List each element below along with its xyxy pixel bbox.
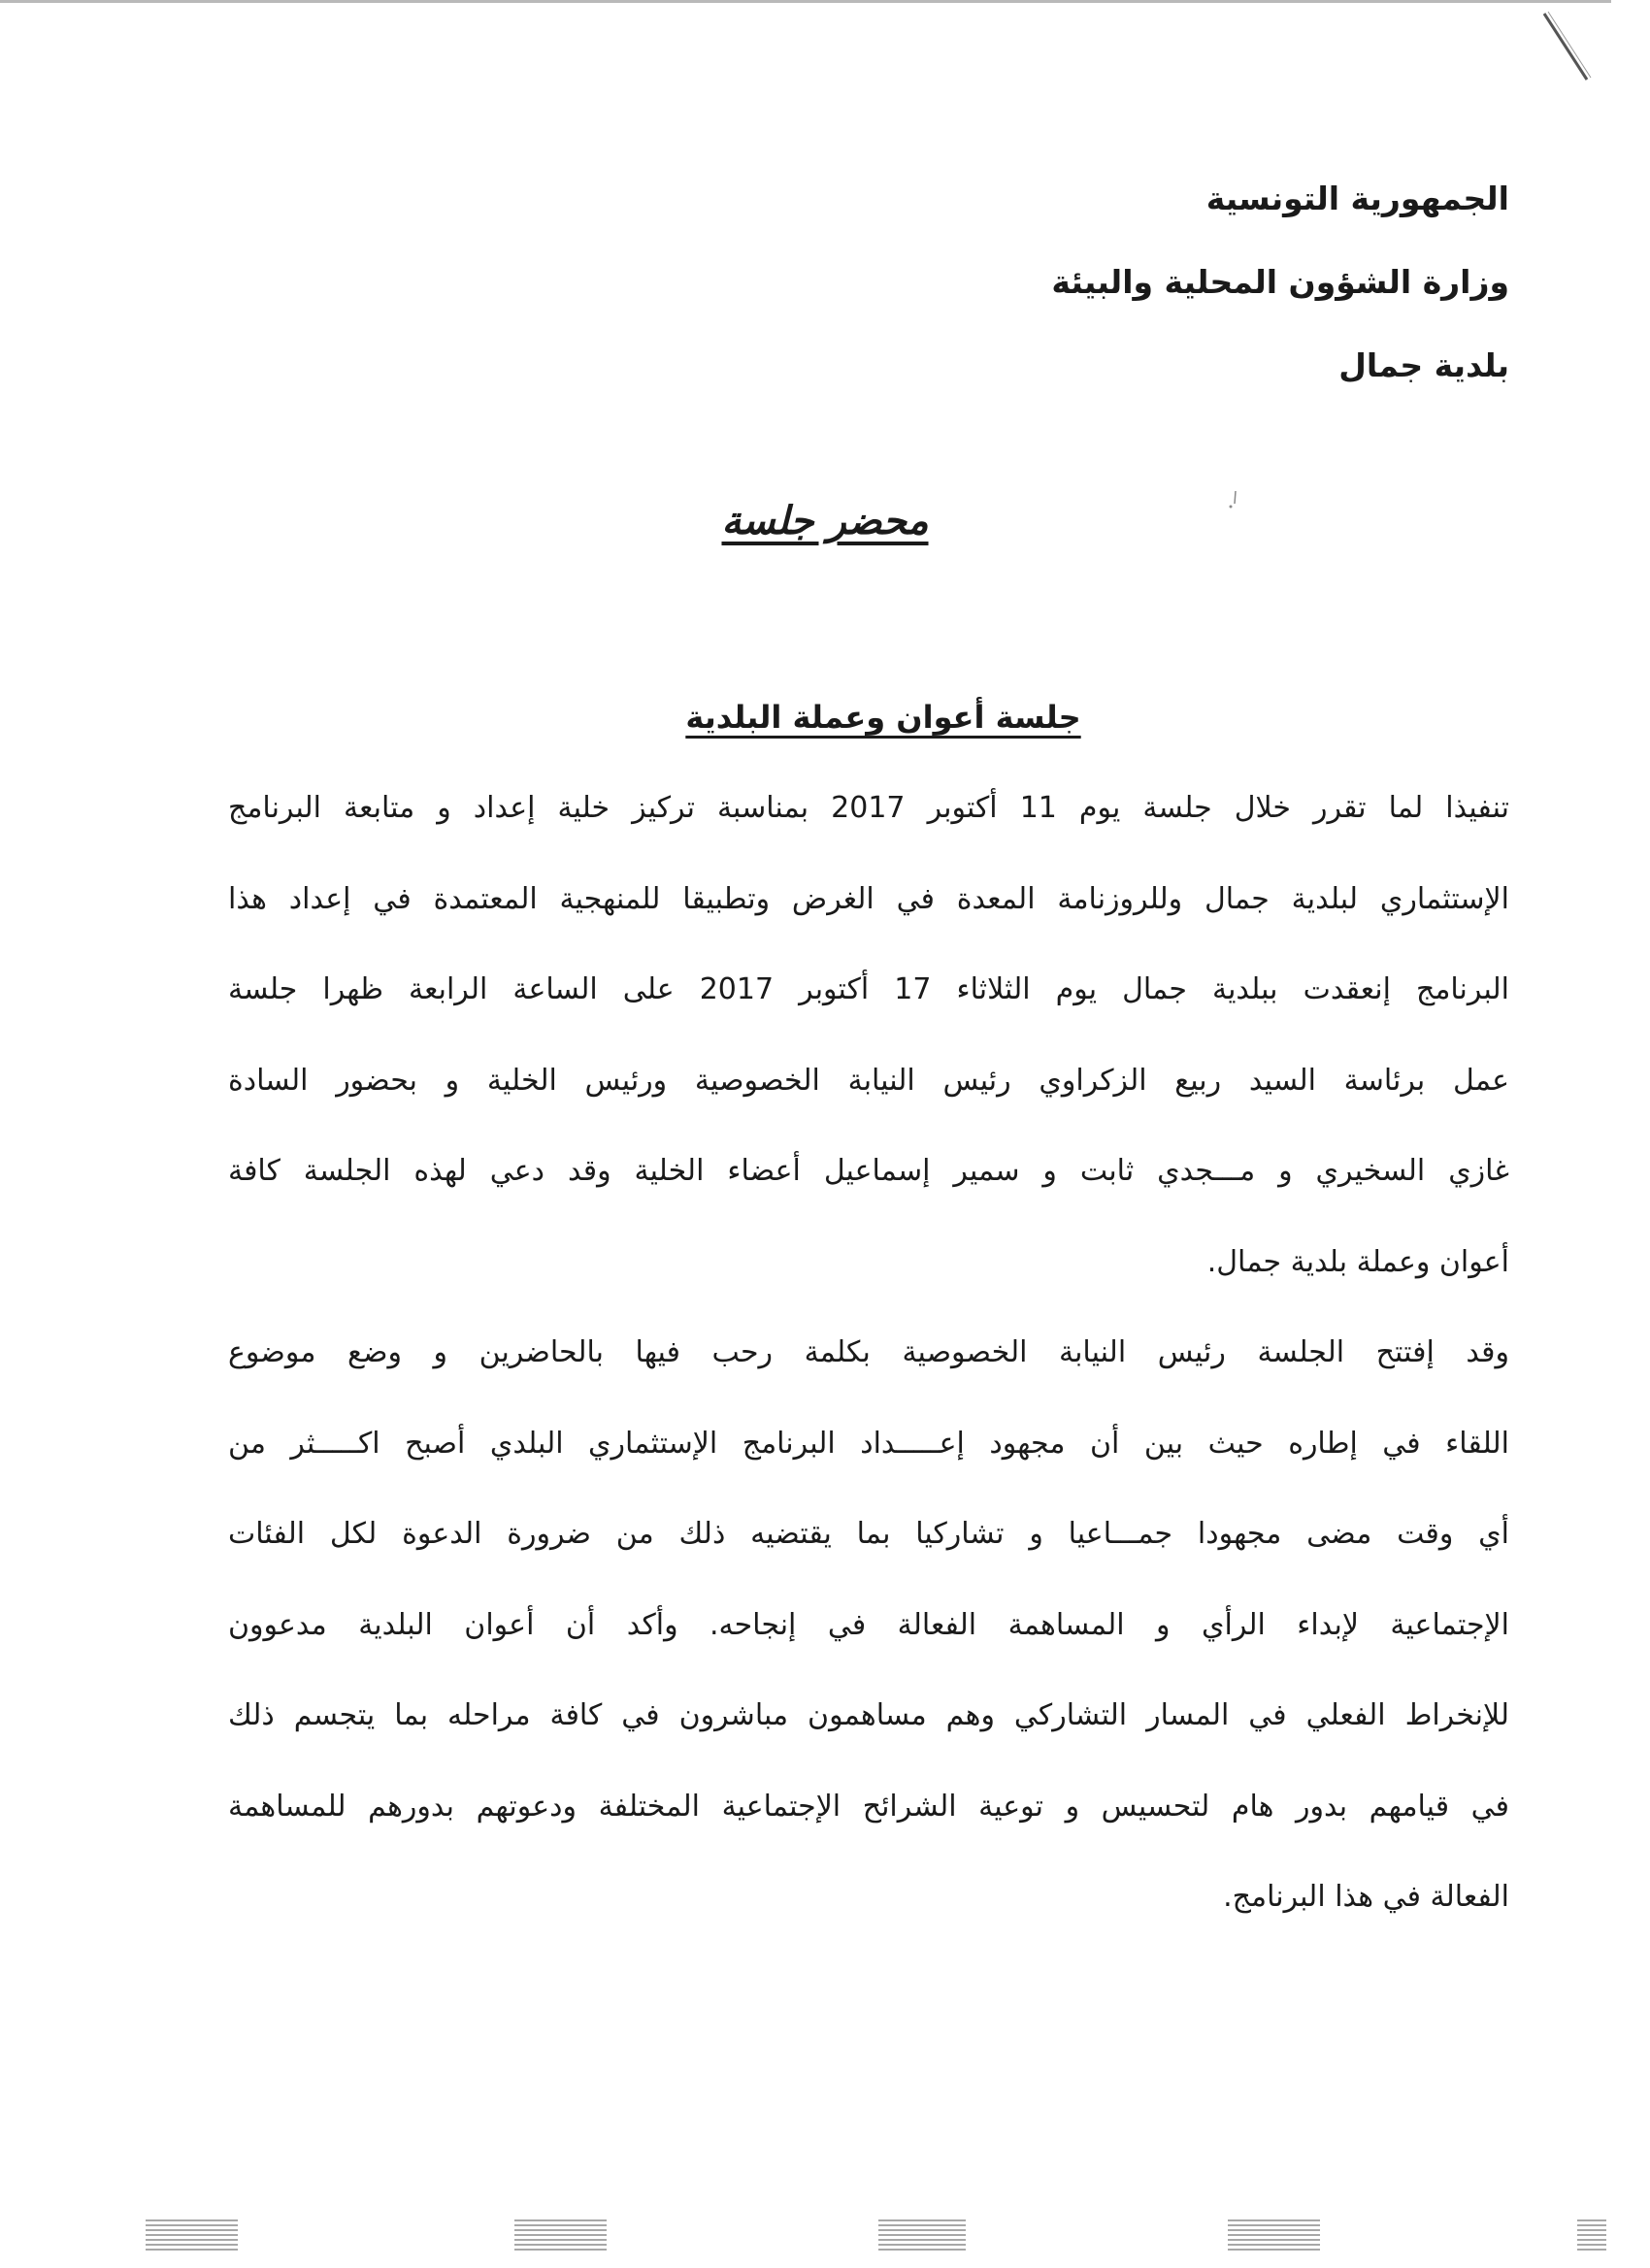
scan-smudge bbox=[878, 2218, 966, 2251]
body-line: غازي السخيري و مـــجدي ثابت و سمير إسماعيل أعضاء الخلية وقد دعي لهذه الجلسة كافة bbox=[228, 1154, 1509, 1188]
letterhead-country: الجمهورية التونسية bbox=[1205, 180, 1509, 217]
scan-top-edge bbox=[0, 0, 1611, 3]
body-line: البرنامج إنعقدت ببلدية جمال يوم الثلاثاء 17 أكتوبر 2017 على الساعة الرابعة ظهرا جلسة bbox=[228, 972, 1509, 1006]
body-line: في قيامهم بدور هام لتحسيس و توعية الشرائح الإجتماعية المختلفة ودعوتهم بدورهم للمساهمة bbox=[228, 1789, 1509, 1824]
body-line: الإستثماري لبلدية جمال وللروزنامة المعدة في الغرض وتطبيقا للمنهجية المعتمدة في إعداد هذا bbox=[228, 881, 1509, 916]
scan-footer-artifacts bbox=[0, 2218, 1650, 2256]
body-line: عمل برئاسة السيد ربيع الزكراوي رئيس النيابة الخصوصية ورئيس الخلية و بحضور السادة bbox=[228, 1063, 1509, 1098]
scan-smudge bbox=[1228, 2218, 1320, 2251]
scan-smudge bbox=[1577, 2218, 1606, 2251]
document-title bbox=[0, 498, 1650, 543]
staple-mark-icon bbox=[1538, 10, 1597, 87]
body-line: الإجتماعية لإبداء الرأي و المساهمة الفعالة في إنجاحه. وأكد أن أعوان البلدية مدعوون bbox=[228, 1607, 1509, 1642]
body-line: أي وقت مضى مجهودا جمـــاعيا و تشاركيا بما يقتضيه ذلك من ضرورة الدعوة لكل الفئات bbox=[228, 1517, 1509, 1551]
section-title bbox=[0, 699, 1650, 736]
scan-smudge bbox=[146, 2218, 238, 2251]
body-line: اللقاء في إطاره حيث بين أن مجهود إعـــــداد البرنامج الإستثماري البلدي أصبح اكـــــثر من bbox=[228, 1426, 1509, 1461]
document-body bbox=[228, 791, 1509, 1971]
body-line: الفعالة في هذا البرنامج. bbox=[1223, 1880, 1509, 1914]
document-title-text: محضر جلسة bbox=[721, 498, 929, 543]
body-line: للإنخراط الفعلي في المسار التشاركي وهم مساهمون مباشرون في كافة مراحله بما يتجسم ذلك bbox=[228, 1698, 1509, 1732]
body-line: تنفيذا لما تقرر خلال جلسة يوم 11 أكتوبر 2017 بمناسبة تركيز خلية إعداد و متابعة البرنامج bbox=[228, 791, 1509, 825]
section-title-text: جلسة أعوان وعملة البلدية bbox=[685, 699, 1081, 736]
letterhead-ministry: وزارة الشؤون المحلية والبيئة bbox=[1051, 263, 1509, 301]
body-line: وقد إفتتح الجلسة رئيس النيابة الخصوصية بكلمة رحب فيها بالحاضرين و وضع موضوع bbox=[228, 1335, 1509, 1369]
letterhead bbox=[830, 180, 1509, 430]
scan-smudge bbox=[514, 2218, 607, 2251]
letterhead-municipality: بلدية جمال bbox=[1338, 346, 1509, 384]
body-line: أعوان وعملة بلدية جمال. bbox=[1206, 1244, 1509, 1279]
